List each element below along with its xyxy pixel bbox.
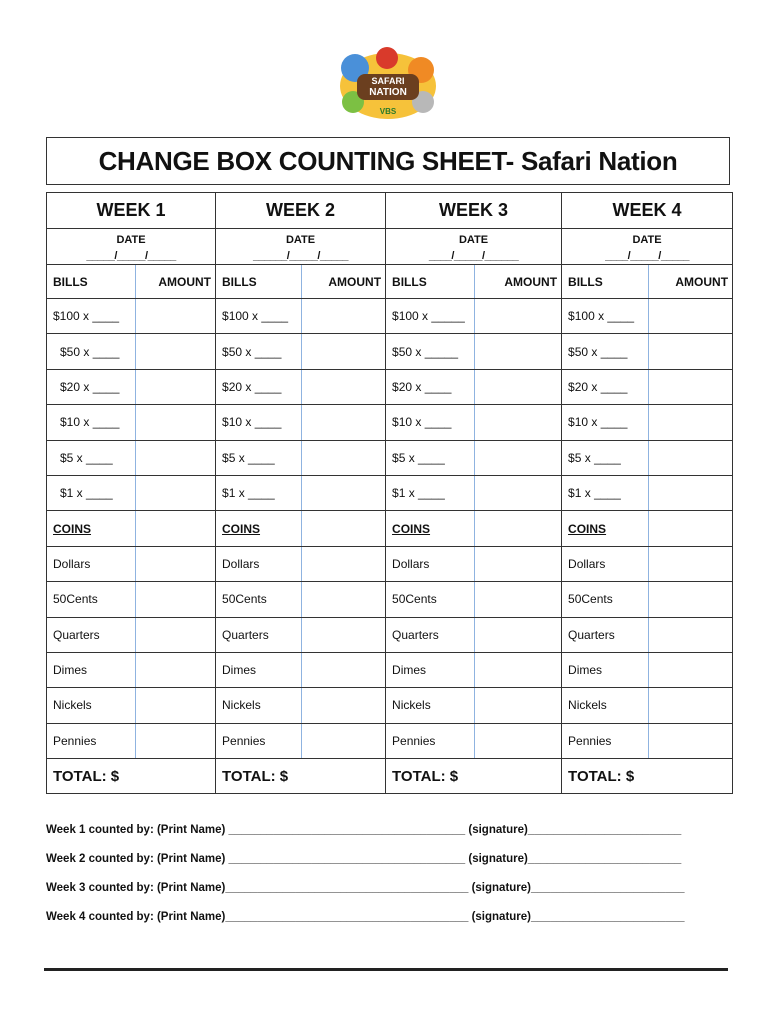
amount-cell[interactable] (302, 688, 386, 723)
denomination-label: $100 x ____ (47, 299, 136, 334)
amount-cell[interactable] (649, 688, 733, 723)
table-row (47, 299, 733, 334)
denomination-label: $5 x ____ (386, 440, 475, 475)
amount-cell[interactable] (302, 652, 386, 687)
amount-header: AMOUNT (302, 265, 386, 299)
amount-cell[interactable] (475, 440, 562, 475)
week-4-total[interactable]: TOTAL: $ (562, 759, 733, 794)
page-title: CHANGE BOX COUNTING SHEET- Safari Nation (46, 137, 730, 185)
amount-cell[interactable] (136, 546, 216, 581)
denomination-label: Pennies (47, 723, 136, 758)
amount-cell[interactable] (136, 475, 216, 510)
week-4-date[interactable] (562, 229, 733, 265)
table-row (47, 334, 733, 369)
denomination-label: $10 x ____ (386, 405, 475, 440)
denomination-label: $50 x ____ (216, 334, 302, 369)
denomination-label: Dollars (562, 546, 649, 581)
signoff-section (46, 824, 746, 940)
table-row (47, 440, 733, 475)
amount-cell[interactable] (649, 440, 733, 475)
denomination-label: $5 x ____ (562, 440, 649, 475)
amount-cell[interactable] (475, 369, 562, 404)
amount-cell[interactable] (302, 405, 386, 440)
denomination-label: Dimes (216, 652, 302, 687)
week-3-date[interactable] (386, 229, 562, 265)
amount-cell[interactable] (302, 511, 386, 546)
amount-cell[interactable] (649, 652, 733, 687)
date-label: DATE (632, 234, 662, 246)
denomination-label: Dimes (386, 652, 475, 687)
week-2-signoff-line[interactable]: Week 2 counted by: (Print Name) _____________________________________ (signature)________________________ (46, 853, 682, 865)
denomination-label: $20 x ____ (562, 369, 649, 404)
denomination-label: $10 x ____ (216, 405, 302, 440)
week-3-header: WEEK 3 (386, 193, 562, 229)
table-row (47, 723, 733, 758)
date-label: DATE (116, 234, 146, 246)
week-1-signoff-line[interactable]: Week 1 counted by: (Print Name) _____________________________________ (signature)________________________ (46, 824, 682, 836)
amount-cell[interactable] (475, 617, 562, 652)
date-label: DATE (285, 234, 316, 246)
denomination-label: 50Cents (47, 582, 136, 617)
amount-cell[interactable] (649, 511, 733, 546)
amount-cell[interactable] (649, 582, 733, 617)
denomination-label: $100 x _____ (386, 299, 475, 334)
amount-cell[interactable] (649, 299, 733, 334)
denomination-label: $50 x _____ (386, 334, 475, 369)
amount-cell[interactable] (302, 582, 386, 617)
denomination-label: 50Cents (386, 582, 475, 617)
bills-header: BILLS (216, 265, 302, 299)
amount-cell[interactable] (649, 475, 733, 510)
amount-cell[interactable] (302, 369, 386, 404)
amount-cell[interactable] (136, 511, 216, 546)
date-blank: ____/_____/_____ (605, 250, 689, 262)
amount-cell[interactable] (649, 723, 733, 758)
amount-header: AMOUNT (649, 265, 733, 299)
denomination-label: Pennies (386, 723, 475, 758)
week-2-date[interactable] (216, 229, 386, 265)
bills-header-row (47, 265, 733, 299)
denomination-label: $100 x ____ (216, 299, 302, 334)
table-row (47, 617, 733, 652)
denomination-label: $100 x ____ (562, 299, 649, 334)
denomination-label: $1 x ____ (216, 475, 302, 510)
denomination-label: Nickels (386, 688, 475, 723)
denomination-label: Pennies (216, 723, 302, 758)
coins-header-row (47, 511, 733, 546)
date-blank: _____/_____/_____ (86, 250, 176, 262)
week-3-total[interactable]: TOTAL: $ (386, 759, 562, 794)
denomination-label: Quarters (216, 617, 302, 652)
table-row (47, 652, 733, 687)
denomination-label: $20 x ____ (47, 369, 136, 404)
denomination-label: $1 x ____ (386, 475, 475, 510)
bills-header: BILLS (47, 265, 136, 299)
amount-cell[interactable] (302, 723, 386, 758)
week-4-header: WEEK 4 (562, 193, 733, 229)
amount-cell[interactable] (136, 405, 216, 440)
table-row (47, 405, 733, 440)
counting-table (46, 192, 733, 794)
amount-cell[interactable] (302, 440, 386, 475)
logo-text-2: NATION (369, 87, 407, 98)
amount-cell[interactable] (649, 617, 733, 652)
denomination-label: Quarters (386, 617, 475, 652)
week-1-date[interactable] (47, 229, 216, 265)
amount-cell[interactable] (475, 299, 562, 334)
week-4-signoff-line[interactable]: Week 4 counted by: (Print Name)______________________________________ (signature)________________________ (46, 911, 685, 923)
amount-cell[interactable] (302, 617, 386, 652)
denomination-label: Dollars (216, 546, 302, 581)
denomination-label: Quarters (562, 617, 649, 652)
amount-header: AMOUNT (475, 265, 562, 299)
amount-cell[interactable] (136, 334, 216, 369)
denomination-label: Nickels (562, 688, 649, 723)
week-header-row (47, 193, 733, 229)
safari-nation-logo (335, 44, 441, 122)
amount-cell[interactable] (475, 511, 562, 546)
amount-cell[interactable] (475, 723, 562, 758)
amount-cell[interactable] (475, 582, 562, 617)
denomination-label: Dollars (47, 546, 136, 581)
table-row (47, 475, 733, 510)
amount-cell[interactable] (475, 405, 562, 440)
amount-cell[interactable] (136, 617, 216, 652)
table-row (47, 582, 733, 617)
coins-label: COINS (562, 511, 649, 546)
amount-cell[interactable] (475, 334, 562, 369)
amount-cell[interactable] (136, 440, 216, 475)
table-row (47, 369, 733, 404)
denomination-label: $1 x ____ (562, 475, 649, 510)
denomination-label: Nickels (47, 688, 136, 723)
denomination-label: Quarters (47, 617, 136, 652)
denomination-label: $20 x ____ (386, 369, 475, 404)
amount-cell[interactable] (649, 546, 733, 581)
coins-label: COINS (47, 511, 136, 546)
week-1-total[interactable]: TOTAL: $ (47, 759, 216, 794)
denomination-label: $10 x ____ (47, 405, 136, 440)
week-3-signoff-line[interactable]: Week 3 counted by: (Print Name)______________________________________ (signature)________________________ (46, 882, 685, 894)
amount-cell[interactable] (475, 546, 562, 581)
amount-cell[interactable] (136, 299, 216, 334)
table-row (47, 546, 733, 581)
denomination-label: Nickels (216, 688, 302, 723)
amount-cell[interactable] (136, 688, 216, 723)
date-blank: ______/_____/_____ (253, 250, 349, 262)
amount-cell[interactable] (302, 334, 386, 369)
total-row (47, 759, 733, 794)
denomination-label: Dimes (47, 652, 136, 687)
denomination-label: $20 x ____ (216, 369, 302, 404)
amount-cell[interactable] (302, 299, 386, 334)
denomination-label: Pennies (562, 723, 649, 758)
coins-label: COINS (386, 511, 475, 546)
denomination-label: $50 x ____ (47, 334, 136, 369)
amount-cell[interactable] (649, 334, 733, 369)
date-blank: ____/_____/______ (428, 250, 519, 262)
logo-text-1: SAFARI (371, 76, 405, 86)
week-2-total[interactable]: TOTAL: $ (216, 759, 386, 794)
amount-cell[interactable] (302, 546, 386, 581)
bottom-divider (44, 968, 728, 971)
amount-cell[interactable] (136, 652, 216, 687)
denomination-label: Dollars (386, 546, 475, 581)
logo-text-3: VBS (379, 107, 397, 116)
amount-cell[interactable] (136, 369, 216, 404)
amount-cell[interactable] (302, 475, 386, 510)
amount-cell[interactable] (136, 582, 216, 617)
denomination-label: Dimes (562, 652, 649, 687)
amount-cell[interactable] (475, 652, 562, 687)
denomination-label: 50Cents (562, 582, 649, 617)
table-row (47, 688, 733, 723)
denomination-label: $1 x ____ (47, 475, 136, 510)
coins-label: COINS (216, 511, 302, 546)
date-label: DATE (458, 234, 489, 246)
denomination-label: $50 x ____ (562, 334, 649, 369)
amount-cell[interactable] (475, 688, 562, 723)
bills-header: BILLS (386, 265, 475, 299)
denomination-label: $10 x ____ (562, 405, 649, 440)
amount-cell[interactable] (649, 369, 733, 404)
denomination-label: 50Cents (216, 582, 302, 617)
bills-header: BILLS (562, 265, 649, 299)
amount-cell[interactable] (649, 405, 733, 440)
amount-cell[interactable] (475, 475, 562, 510)
date-row (47, 229, 733, 265)
denomination-label: $5 x ____ (47, 440, 136, 475)
week-1-header: WEEK 1 (47, 193, 216, 229)
week-2-header: WEEK 2 (216, 193, 386, 229)
amount-header: AMOUNT (136, 265, 216, 299)
amount-cell[interactable] (136, 723, 216, 758)
denomination-label: $5 x ____ (216, 440, 302, 475)
